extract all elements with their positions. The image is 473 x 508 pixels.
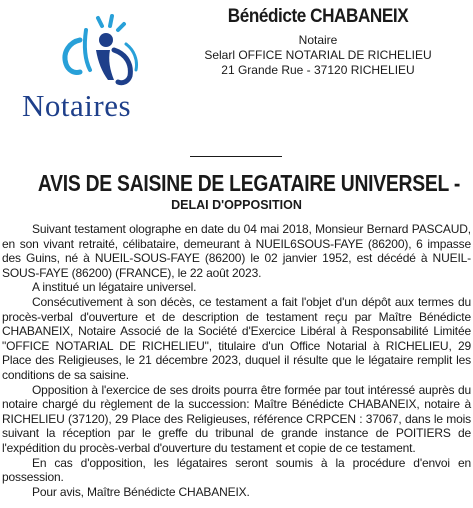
notaires-emblem-icon (40, 10, 160, 90)
logo-wordmark: Notaires (22, 88, 132, 123)
paragraph: Opposition à l'exercice de ses droits pourra être formée par tout intéressé auprès du notaire chargé du règlement de la succession: Maître Bénédicte CHABANEIX, notaire à RICHELIEU (37120), 29 Place des Religieuses, référence CRPCEN : 37067, dans le mois suivant la réception par le greffe du tribunal de grande instance de POITIERS de l'expédition du procès-verbal d'ouverture du testament et copie de ce testament. (2, 382, 471, 455)
notary-header (186, 5, 450, 78)
paragraph: Consécutivement à son décès, ce testament a fait l'objet d'un dépôt aux termes du procès-verbal d'ouverture et de description de testament reçu par Maître Bénédicte CHABANEIX, Notaire Associé de la Société d'Exercice Libéral à Responsabilité Limitée "OFFICE NOTARIAL DE RICHELIEU", titulaire d'un Office Notarial à RICHELIEU, 29 Place des Religieuses, le 21 décembre 2023, duquel il résulte que le légataire remplit les conditions de sa saisine. (2, 294, 471, 382)
notary-address: 21 Grande Rue - 37120 RICHELIEU (221, 63, 415, 77)
notary-title: Notaire (298, 33, 338, 47)
notice-subtitle: DELAI D'OPPOSITION (171, 198, 302, 212)
paragraph: En cas d'opposition, les légataires seront soumis à la procédure d'envoi en possession. (2, 455, 471, 485)
notary-office: Selarl OFFICE NOTARIAL DE RICHELIEU (204, 48, 432, 62)
paragraph: Suivant testament olographe en date du 04 mai 2018, Monsieur Bernard PASCAUD, en son vivant retraité, célibataire, demeurant à NUEIL6SOUS-FAYE (86200), 6 impasse des Guins, né à NUEIL-SOUS-FAYE (86200) le 02 janvier 1952, est décédé à NUEIL-SOUS-FAYE (86200) (FRANCE), le 22 août 2023. (2, 222, 471, 280)
notary-name: Bénédicte CHABANEIX (227, 5, 409, 27)
notice-title: AVIS DE SAISINE DE LEGATAIRE UNIVERSEL - (37, 170, 461, 196)
notaires-logo (18, 10, 178, 128)
divider (190, 156, 282, 157)
paragraph: A institué un légataire universel. (32, 280, 197, 295)
paragraph: Pour avis, Maître Bénédicte CHABANEIX. (32, 484, 250, 499)
notice-body (2, 222, 471, 499)
